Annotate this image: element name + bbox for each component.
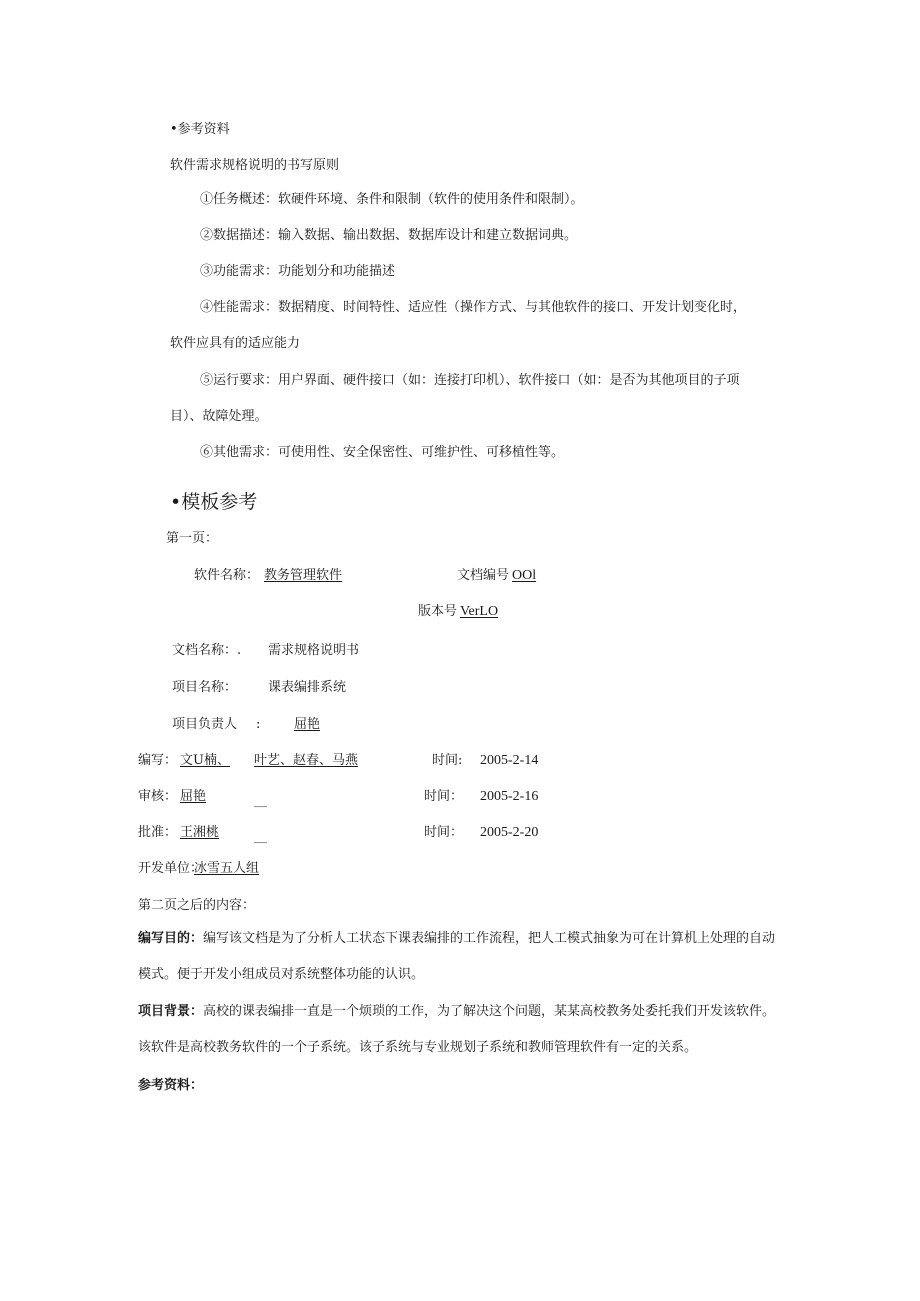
author-time-value: 2005-2-14	[480, 753, 539, 768]
project-name-label: 项目名称：	[172, 680, 238, 695]
owner-label: 项目负责人	[172, 717, 238, 732]
background-paragraph	[138, 994, 783, 1066]
purpose-text: 编写该文档是为了分析人工状态下课表编排的工作流程，把人工模式抽象为可在计算机上处理的自动模式。便于开发小组成员对系统整体功能的认识。	[138, 931, 776, 982]
dev-unit-value: 冰雪五人组	[194, 861, 260, 876]
review-blank-line: __	[254, 793, 267, 808]
review-label: 审核：	[138, 789, 178, 804]
approve-time-value: 2005-2-20	[480, 825, 539, 840]
author-value-2: 叶艺、赵春、马燕	[254, 753, 359, 768]
review-value: 屈艳	[180, 789, 207, 804]
doc-no-value: OOl	[512, 568, 537, 583]
review-time-value: 2005-2-16	[480, 789, 539, 804]
requirement-item-continuation: 目）、故障处理。	[170, 409, 268, 424]
doc-name-label: 文档名称：.	[172, 643, 242, 658]
author-time-label: 时间:	[432, 753, 463, 768]
background-text: 高校的课表编排一直是一个烦琐的工作，为了解决这个问题，某某高校教务处委托我们开发该软件。该软件是高校教务软件的一个子系统。该子系统与专业规划子系统和教师管理软件有一定的关系。	[138, 1004, 776, 1055]
purpose-paragraph	[138, 921, 783, 993]
approve-label: 批准：	[138, 825, 178, 840]
version-value: VerLO	[460, 604, 499, 619]
purpose-label: 编写目的：	[138, 931, 204, 946]
project-name-value: 课表编排系统	[268, 680, 347, 695]
requirement-item: ⑥其他需求：可使用性、安全保密性、可维护性、可移植性等。	[200, 445, 565, 460]
page1-label: 第一页：	[166, 531, 219, 546]
owner-value: 屈艳	[294, 717, 321, 732]
approve-value: 王湘桃	[180, 825, 220, 840]
page2-label: 第二页之后的内容：	[138, 898, 256, 913]
approve-time-label: 时间：	[424, 825, 464, 840]
requirement-item-continuation: 软件应具有的适应能力	[170, 336, 301, 351]
software-name-value: 教务管理软件	[264, 568, 343, 583]
author-label: 编写：	[138, 753, 178, 768]
requirement-item: ①任务概述：软硬件环境、条件和限制（软件的使用条件和限制）。	[200, 192, 584, 207]
requirement-item: ②数据描述：输入数据、输出数据、数据库设计和建立数据词典。	[200, 228, 578, 243]
software-name-label: 软件名称：	[194, 568, 260, 583]
doc-no-label: 文档编号	[457, 568, 510, 583]
requirement-item: ④性能需求：数据精度、时间特性、适应性（操作方式、与其他软件的接口、开发计划变化时，	[200, 300, 747, 315]
references-label: 参考资料：	[138, 1078, 204, 1093]
author-value-1: 文U楠、	[180, 753, 230, 768]
requirement-item: ③功能需求：功能划分和功能描述	[200, 264, 396, 279]
reference-subtitle: 软件需求规格说明的书写原则	[170, 158, 340, 173]
reference-heading: •参考资料	[170, 122, 230, 137]
review-time-label: 时间：	[424, 789, 464, 804]
approve-blank-line: __	[254, 829, 267, 844]
template-heading: •模板参考	[170, 491, 258, 513]
doc-name-value: 需求规格说明书	[268, 643, 360, 658]
dev-unit-label: 开发单位：	[138, 861, 204, 876]
owner-colon: :	[256, 717, 261, 732]
background-label: 项目背景：	[138, 1004, 204, 1019]
requirement-item: ⑤运行要求：用户界面、硬件接口（如：连接打印机）、软件接口（如：是否为其他项目的子项	[200, 373, 740, 388]
version-label: 版本号	[418, 604, 458, 619]
